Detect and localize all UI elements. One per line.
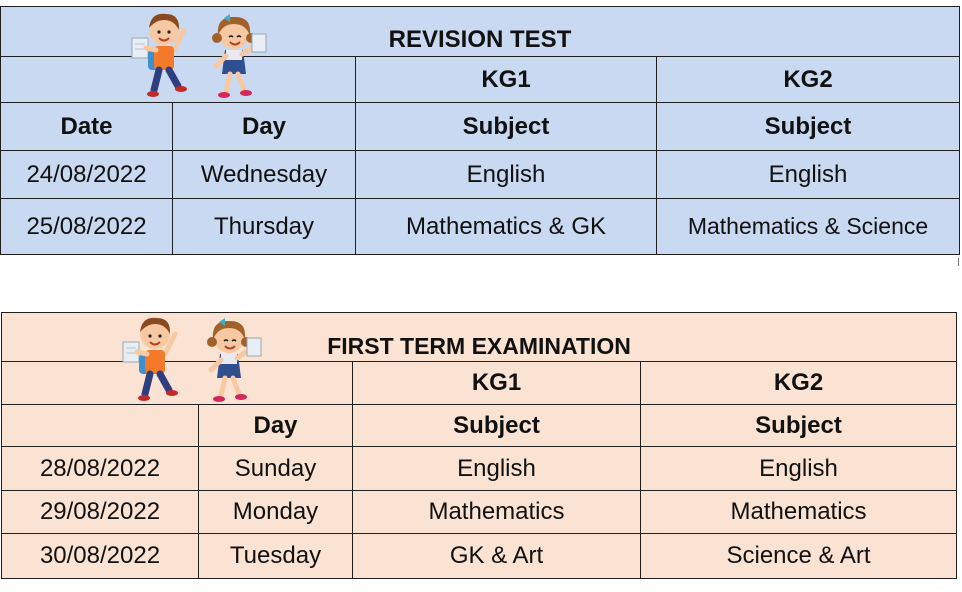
kg2-subject-cell: Science & Art [641, 534, 957, 579]
table-row [2, 491, 957, 534]
revision-title: REVISION TEST [1, 7, 960, 57]
first-term-day-header: Day [199, 405, 353, 447]
table-row [2, 534, 957, 579]
kg1-subject-cell: GK & Art [353, 534, 641, 579]
table-row [1, 151, 960, 199]
date-cell: 24/08/2022 [1, 151, 173, 199]
kg2-subject-cell: English [641, 447, 957, 491]
date-cell: 29/08/2022 [2, 491, 199, 534]
day-cell: Thursday [173, 199, 356, 255]
revision-subject-kg1-header: Subject [356, 103, 657, 151]
kg1-subject-cell: Mathematics [353, 491, 641, 534]
day-cell: Sunday [199, 447, 353, 491]
kg2-subject-cell: English [657, 151, 960, 199]
table-row [2, 447, 957, 491]
day-cell: Tuesday [199, 534, 353, 579]
revision-day-header: Day [173, 103, 356, 151]
table-row [1, 199, 960, 255]
kg1-subject-cell: Mathematics & GK [356, 199, 657, 255]
first-term-kg1-header: KG1 [353, 362, 641, 405]
kg1-subject-cell: English [353, 447, 641, 491]
date-cell: 25/08/2022 [1, 199, 173, 255]
revision-kg1-header: KG1 [356, 57, 657, 103]
day-cell: Wednesday [173, 151, 356, 199]
first-term-title: FIRST TERM EXAMINATION [2, 313, 957, 362]
kg2-subject-cell: Mathematics & Science [657, 199, 960, 255]
edge-mark [958, 258, 959, 266]
revision-test-table [0, 6, 960, 255]
first-term-subject-kg1-header: Subject [353, 405, 641, 447]
first-term-date-header [2, 405, 199, 447]
revision-blank-header [1, 57, 356, 103]
date-cell: 30/08/2022 [2, 534, 199, 579]
revision-subject-kg2-header: Subject [657, 103, 960, 151]
date-cell: 28/08/2022 [2, 447, 199, 491]
first-term-table [1, 312, 957, 579]
kg2-subject-cell: Mathematics [641, 491, 957, 534]
revision-date-header: Date [1, 103, 173, 151]
first-term-subject-kg2-header: Subject [641, 405, 957, 447]
first-term-blank-header [2, 362, 353, 405]
kg1-subject-cell: English [356, 151, 657, 199]
revision-kg2-header: KG2 [657, 57, 960, 103]
day-cell: Monday [199, 491, 353, 534]
first-term-kg2-header: KG2 [641, 362, 957, 405]
